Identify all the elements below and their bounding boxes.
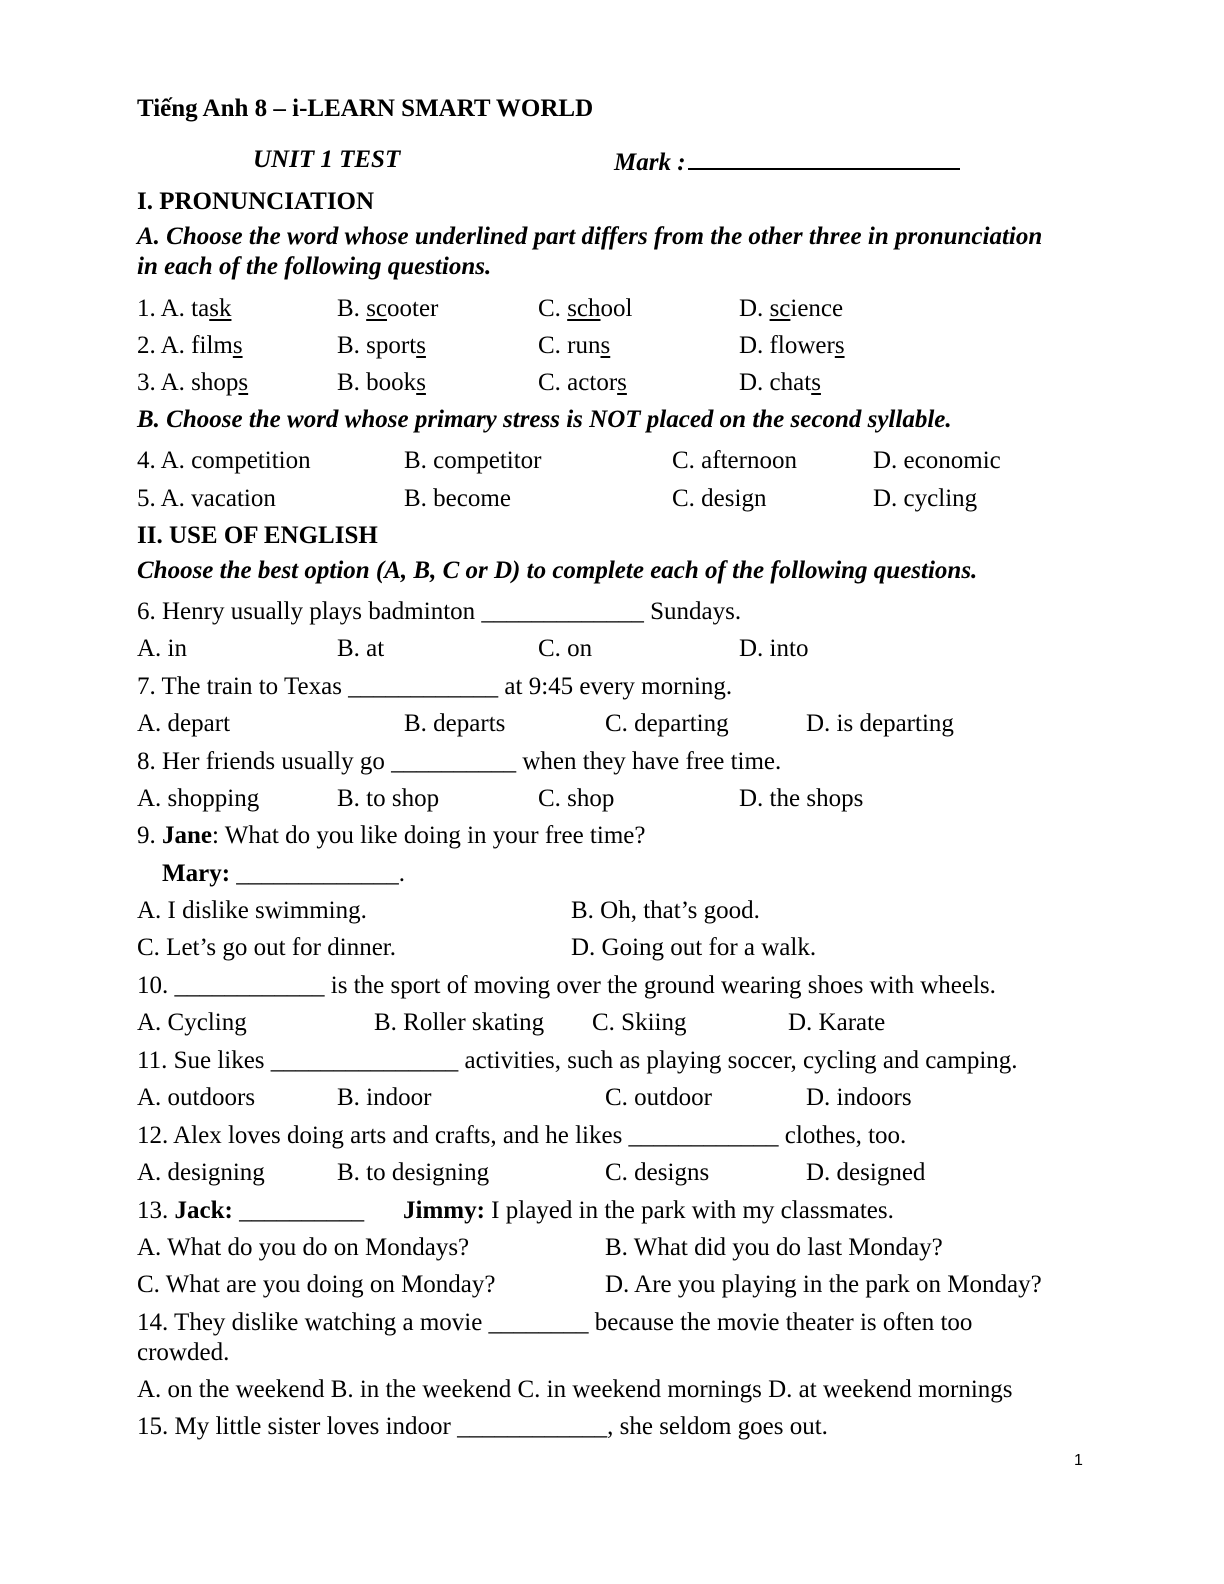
question-13-jimmy bbox=[403, 1196, 894, 1226]
question-5-option-c: C. design bbox=[672, 485, 767, 512]
question-11-option-a: A. outdoors bbox=[137, 1084, 256, 1111]
question-13-row1-option-b: B. What did you do last Monday? bbox=[605, 1234, 943, 1261]
section-pronunciation-heading: I. PRONUNCIATION bbox=[137, 188, 375, 215]
question-1-option-c: C. school bbox=[538, 295, 633, 322]
question-12-option-c: C. designs bbox=[605, 1159, 710, 1186]
question-4-option-b: B. competitor bbox=[404, 447, 542, 474]
question-11-option-c: C. outdoor bbox=[605, 1084, 712, 1111]
question-13-stem bbox=[137, 1196, 364, 1226]
question-6-option-a: A. in bbox=[137, 635, 187, 662]
question-9-jane-line: : What do you like doing in your free time? bbox=[212, 822, 646, 849]
use-of-english-instruction: Choose the best option (A, B, C or D) to complete each of the following questions. bbox=[137, 557, 978, 584]
question-13-speaker-jimmy: Jimmy: bbox=[403, 1197, 485, 1224]
unit-title: UNIT 1 TEST bbox=[253, 146, 401, 173]
question-9-line-2 bbox=[162, 859, 405, 889]
question-3-option-b: B. books bbox=[337, 369, 426, 396]
question-13-speaker-jack: Jack: bbox=[174, 1197, 233, 1224]
question-15-stem: 15. My little sister loves indoor ____________, she seldom goes out. bbox=[137, 1413, 828, 1440]
doc-title: Tiếng Anh 8 – i-LEARN SMART WORLD bbox=[137, 95, 594, 122]
question-7-option-c: C. departing bbox=[605, 710, 729, 737]
question-13-row1-option-a: A. What do you do on Mondays? bbox=[137, 1234, 470, 1261]
question-2-option-d: D. flowers bbox=[739, 332, 845, 359]
question-7-option-a: A. depart bbox=[137, 710, 231, 737]
question-12-option-a: A. designing bbox=[137, 1159, 265, 1186]
question-11-option-d: D. indoors bbox=[806, 1084, 912, 1111]
question-9-speaker-jane: Jane bbox=[162, 822, 212, 849]
question-12-option-d: D. designed bbox=[806, 1159, 926, 1186]
mark-field bbox=[614, 146, 960, 177]
question-4-option-d: D. economic bbox=[873, 447, 1001, 474]
question-13-blank: __________ bbox=[232, 1197, 365, 1224]
question-2-option-c: C. runs bbox=[538, 332, 611, 359]
question-4-option-a: 4. A. competition bbox=[137, 447, 311, 474]
question-12-stem: 12. Alex loves doing arts and crafts, and he likes ____________ clothes, too. bbox=[137, 1122, 907, 1149]
question-10-option-b: B. Roller skating bbox=[374, 1009, 545, 1036]
question-9-number: 9. bbox=[137, 822, 162, 849]
section-use-of-english-heading: II. USE OF ENGLISH bbox=[137, 522, 378, 549]
question-2-option-a: 2. A. films bbox=[137, 332, 243, 359]
part-a-instruction-1: A. Choose the word whose underlined part differs from the other three in pronunciation bbox=[137, 223, 1043, 250]
question-9-mary-blank: _____________. bbox=[230, 860, 406, 887]
question-4-option-c: C. afternoon bbox=[672, 447, 797, 474]
question-6-stem: 6. Henry usually plays badminton _____________ Sundays. bbox=[137, 598, 742, 625]
question-5-option-a: 5. A. vacation bbox=[137, 485, 276, 512]
question-6-option-d: D. into bbox=[739, 635, 809, 662]
question-8-option-c: C. shop bbox=[538, 785, 615, 812]
question-1-option-d: D. science bbox=[739, 295, 844, 322]
question-7-option-b: B. departs bbox=[404, 710, 506, 737]
question-8-option-a: A. shopping bbox=[137, 785, 260, 812]
question-1-option-a: 1. A. task bbox=[137, 295, 232, 322]
question-1-option-b: B. scooter bbox=[337, 295, 439, 322]
question-14-stem-1: 14. They dislike watching a movie ________ because the movie theater is often too bbox=[137, 1309, 973, 1336]
question-3-option-a: 3. A. shops bbox=[137, 369, 249, 396]
question-8-stem: 8. Her friends usually go __________ when they have free time. bbox=[137, 748, 782, 775]
question-9-row1-option-a: A. I dislike swimming. bbox=[137, 897, 367, 924]
question-12-option-b: B. to designing bbox=[337, 1159, 490, 1186]
question-6-option-b: B. at bbox=[337, 635, 385, 662]
question-9-line-1 bbox=[137, 821, 645, 851]
question-9-row2-option-b: D. Going out for a walk. bbox=[571, 934, 817, 961]
question-8-option-d: D. the shops bbox=[739, 785, 864, 812]
question-10-option-a: A. Cycling bbox=[137, 1009, 247, 1036]
question-6-option-c: C. on bbox=[538, 635, 593, 662]
question-13-jimmy-line: I played in the park with my classmates. bbox=[484, 1197, 894, 1224]
question-5-option-d: D. cycling bbox=[873, 485, 978, 512]
mark-label: Mark : bbox=[614, 149, 686, 176]
question-9-row2-option-a: C. Let’s go out for dinner. bbox=[137, 934, 396, 961]
page-number: 1 bbox=[1074, 1452, 1083, 1469]
question-13-row2-option-a: C. What are you doing on Monday? bbox=[137, 1271, 496, 1298]
question-8-option-b: B. to shop bbox=[337, 785, 440, 812]
question-13-row2-option-b: D. Are you playing in the park on Monday? bbox=[605, 1271, 1042, 1298]
question-9-speaker-mary: Mary: bbox=[162, 860, 231, 887]
question-7-stem: 7. The train to Texas ____________ at 9:45 every morning. bbox=[137, 673, 733, 700]
question-3-option-d: D. chats bbox=[739, 369, 821, 396]
question-11-stem: 11. Sue likes _______________ activities, such as playing soccer, cycling and camping. bbox=[137, 1047, 1018, 1074]
part-a-instruction-2: in each of the following questions. bbox=[137, 253, 492, 280]
question-5-option-b: B. become bbox=[404, 485, 511, 512]
question-9-row1-option-b: B. Oh, that’s good. bbox=[571, 897, 760, 924]
question-2-option-b: B. sports bbox=[337, 332, 426, 359]
question-13-number: 13. bbox=[137, 1197, 175, 1224]
question-14-options: A. on the weekend B. in the weekend C. in weekend mornings D. at weekend mornings bbox=[137, 1376, 1013, 1403]
question-7-option-d: D. is departing bbox=[806, 710, 954, 737]
part-b-instruction: B. Choose the word whose primary stress is NOT placed on the second syllable. bbox=[137, 406, 952, 433]
question-10-option-d: D. Karate bbox=[788, 1009, 886, 1036]
question-10-option-c: C. Skiing bbox=[592, 1009, 687, 1036]
mark-blank bbox=[688, 146, 960, 170]
question-10-stem: 10. ____________ is the sport of moving over the ground wearing shoes with wheels. bbox=[137, 972, 996, 999]
question-3-option-c: C. actors bbox=[538, 369, 627, 396]
question-11-option-b: B. indoor bbox=[337, 1084, 432, 1111]
question-14-stem-2: crowded. bbox=[137, 1339, 230, 1366]
